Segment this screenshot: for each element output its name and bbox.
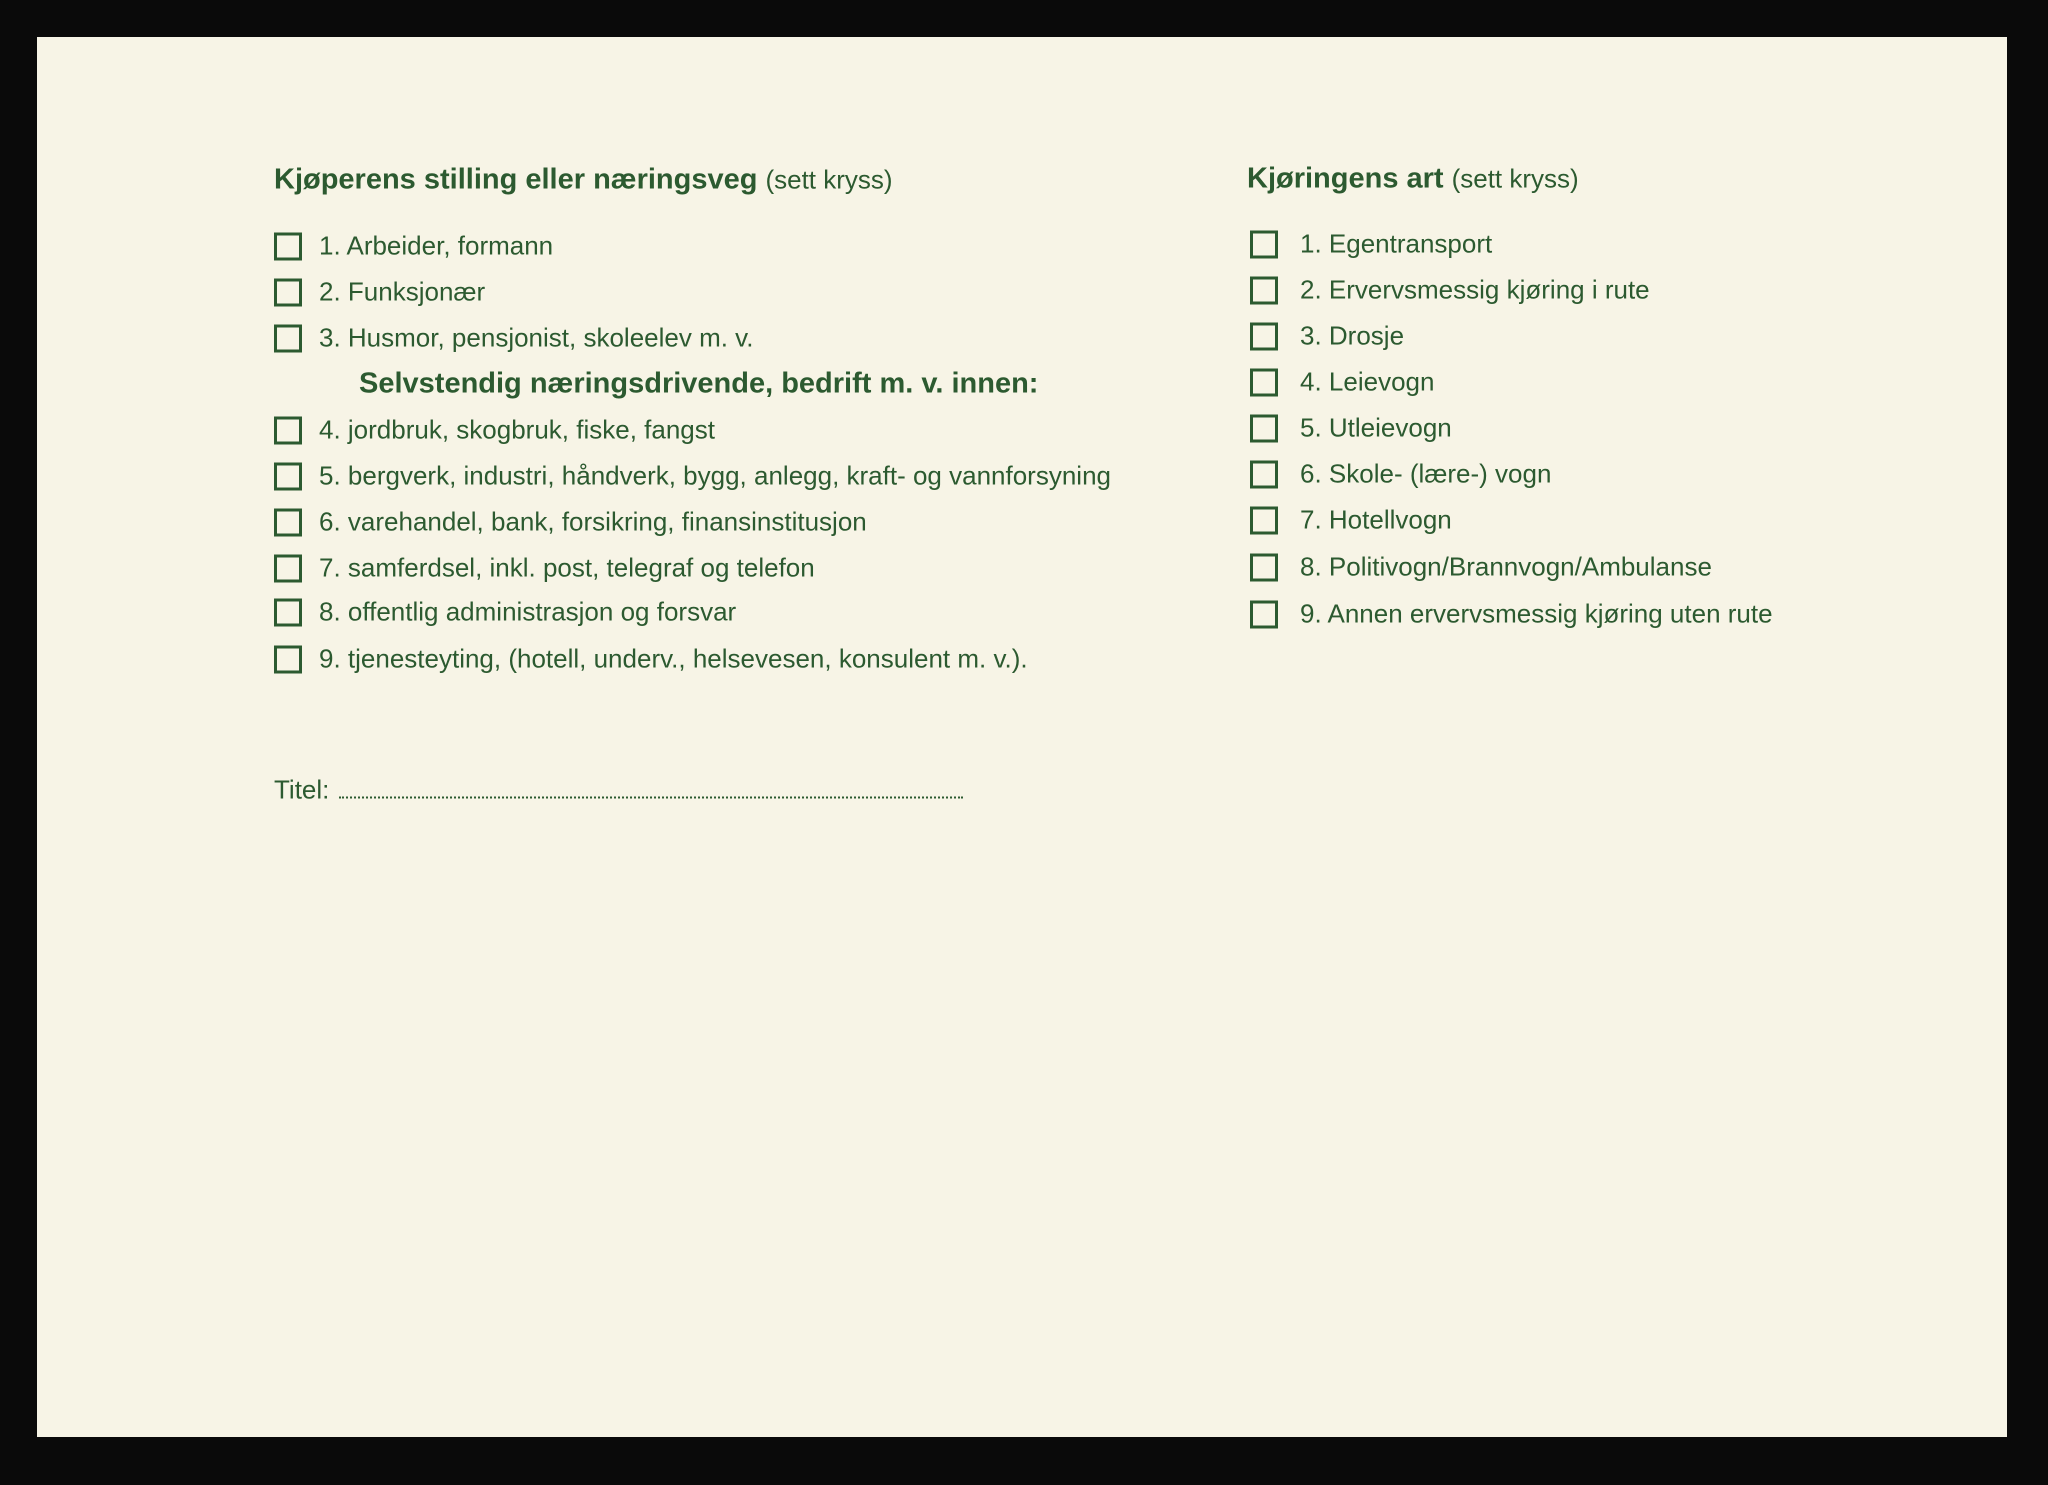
driving-option-2[interactable]: [1250, 275, 1650, 306]
checkbox[interactable]: [1250, 276, 1278, 304]
heading-text: Kjøperens stilling eller næringsveg: [274, 163, 758, 196]
option-label: 1. Egentransport: [1300, 228, 1493, 259]
occupation-option-2[interactable]: [274, 277, 485, 308]
checkbox[interactable]: [274, 508, 302, 536]
occupation-option-3[interactable]: [274, 323, 753, 354]
driving-option-6[interactable]: [1250, 459, 1551, 490]
option-label: 7. Hotellvogn: [1300, 504, 1452, 535]
checkbox[interactable]: [274, 462, 302, 490]
driving-option-7[interactable]: [1250, 505, 1452, 536]
checkbox[interactable]: [1250, 230, 1278, 258]
title-field[interactable]: [274, 775, 963, 806]
option-label: 7. samferdsel, inkl. post, telegraf og telefon: [319, 552, 815, 583]
option-label: 2. Funksjonær: [319, 276, 486, 307]
option-label: 6. varehandel, bank, forsikring, finansinstitusjon: [319, 506, 867, 537]
driving-option-5[interactable]: [1250, 413, 1452, 444]
heading-note: (sett kryss): [765, 164, 893, 195]
option-label: 1. Arbeider, formann: [319, 230, 554, 261]
occupation-option-5[interactable]: [274, 461, 1111, 492]
option-label: 9. tjenesteyting, (hotell, underv., helsevesen, konsulent m. v.).: [319, 643, 1028, 674]
option-label: 4. Leievogn: [1300, 366, 1435, 397]
checkbox[interactable]: [274, 554, 302, 582]
occupation-option-9[interactable]: [274, 644, 1028, 675]
occupation-option-8[interactable]: [274, 597, 736, 628]
heading-text: Kjøringens art: [1247, 162, 1444, 195]
driving-option-9[interactable]: [1250, 599, 1773, 630]
checkbox[interactable]: [274, 232, 302, 260]
checkbox[interactable]: [274, 324, 302, 352]
checkbox[interactable]: [1250, 553, 1278, 581]
driving-option-3[interactable]: [1250, 321, 1404, 352]
option-label: 4. jordbruk, skogbruk, fiske, fangst: [319, 414, 715, 445]
option-label: 6. Skole- (lære-) vogn: [1300, 458, 1552, 489]
checkbox[interactable]: [1250, 460, 1278, 488]
self-employed-subheading: Selvstendig næringsdrivende, bedrift m. v. innen:: [359, 367, 1039, 400]
driving-option-1[interactable]: [1250, 229, 1492, 260]
checkbox[interactable]: [1250, 600, 1278, 628]
option-label: 5. Utleievogn: [1300, 412, 1452, 443]
checkbox[interactable]: [274, 416, 302, 444]
checkbox[interactable]: [1250, 322, 1278, 350]
option-label: 2. Ervervsmessig kjøring i rute: [1300, 274, 1650, 305]
checkbox[interactable]: [1250, 414, 1278, 442]
option-label: 5. bergverk, industri, håndverk, bygg, anlegg, kraft- og vannforsyning: [319, 460, 1111, 491]
occupation-option-7[interactable]: [274, 553, 815, 584]
occupation-option-1[interactable]: [274, 231, 553, 262]
option-label: 3. Husmor, pensjonist, skoleelev m. v.: [319, 322, 754, 353]
occupation-option-4[interactable]: [274, 415, 715, 446]
option-label: 9. Annen ervervsmessig kjøring uten rute: [1300, 598, 1773, 629]
occupation-option-6[interactable]: [274, 507, 867, 538]
checkbox[interactable]: [274, 598, 302, 626]
checkbox[interactable]: [1250, 506, 1278, 534]
option-label: 3. Drosje: [1300, 320, 1405, 351]
title-label: Titel:: [274, 774, 330, 805]
option-label: 8. Politivogn/Brannvogn/Ambulanse: [1300, 551, 1712, 582]
driving-option-8[interactable]: [1250, 552, 1712, 583]
heading-note: (sett kryss): [1451, 163, 1579, 194]
checkbox[interactable]: [274, 645, 302, 673]
option-label: 8. offentlig administrasjon og forsvar: [319, 596, 737, 627]
checkbox[interactable]: [274, 278, 302, 306]
checkbox[interactable]: [1250, 368, 1278, 396]
driving-type-heading: [1247, 163, 1579, 196]
driving-option-4[interactable]: [1250, 367, 1434, 398]
title-dotted-line[interactable]: [339, 796, 963, 799]
buyer-occupation-heading: [274, 164, 893, 197]
